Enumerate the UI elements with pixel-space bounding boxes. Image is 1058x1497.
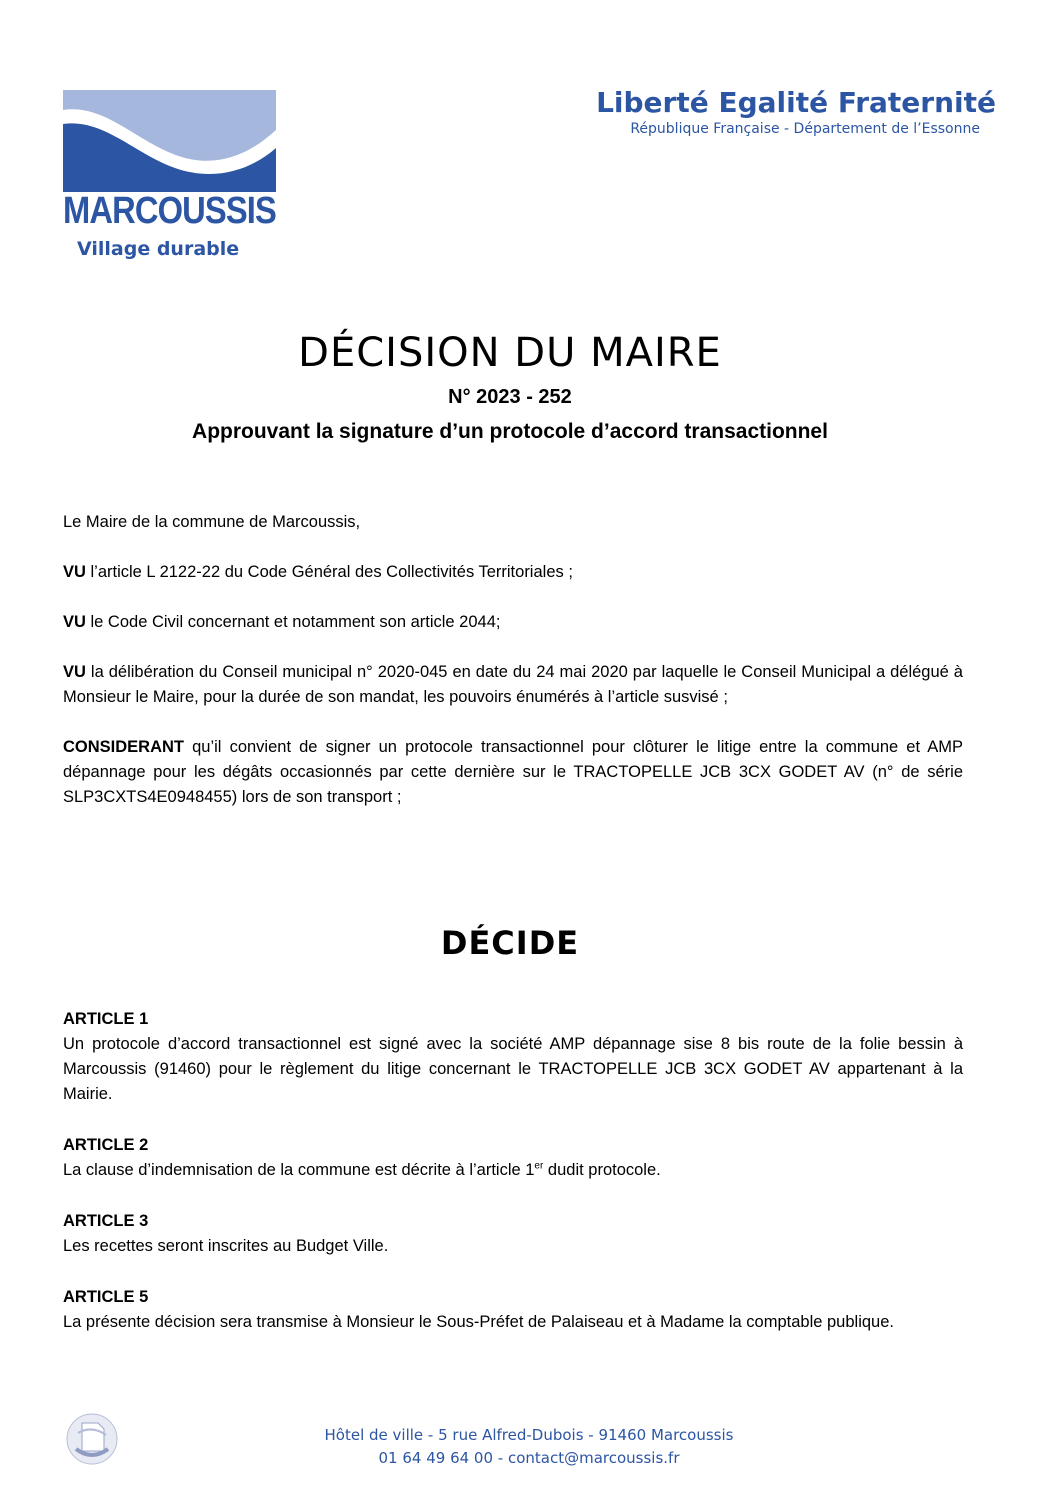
vu-text: l’article L 2122-22 du Code Général des Collectivités Territoriales ; — [85, 563, 573, 581]
considerant-clause — [63, 735, 963, 810]
document-title: DÉCISION DU MAIRE — [298, 330, 722, 376]
motto-main: Liberté Egalité Fraternité — [596, 86, 996, 119]
republic-motto — [596, 86, 996, 137]
articles — [63, 1007, 963, 1361]
article-heading: ARTICLE 2 — [63, 1136, 149, 1154]
vu-label: VU — [63, 613, 86, 631]
article-text: Les recettes seront inscrites au Budget Ville. — [63, 1237, 389, 1255]
article-text: La présente décision sera transmise à Monsieur le Sous-Préfet de Palaiseau et à Madame la comptable publique. — [63, 1313, 894, 1331]
vu-label: VU — [63, 563, 86, 581]
vu-clause-1 — [63, 560, 963, 585]
footer-contact: 01 64 49 64 00 - contact@marcoussis.fr — [378, 1449, 680, 1467]
marcoussis-logo — [63, 90, 278, 265]
article-2 — [63, 1133, 963, 1183]
footer — [0, 1424, 1058, 1470]
motto-subtitle: République Française - Département de l’Essonne — [630, 121, 980, 137]
article-5 — [63, 1285, 963, 1335]
considerant-label: CONSIDERANT — [63, 738, 185, 756]
article-3 — [63, 1209, 963, 1259]
decide-heading: DÉCIDE — [440, 924, 580, 962]
logo-name: MARCOUSSIS — [63, 190, 276, 232]
article-text-part: dudit protocole. — [543, 1161, 661, 1179]
article-heading: ARTICLE 3 — [63, 1212, 149, 1230]
preamble — [63, 510, 963, 835]
vu-text: le Code Civil concernant et notamment son article 2044; — [85, 613, 501, 631]
vu-clause-2 — [63, 610, 963, 635]
vu-text: la délibération du Conseil municipal n° 2020-045 en date du 24 mai 2020 par laquelle le Conseil Municipal a délégué à Monsieur le Maire, pour la durée de son mandat, les pouvoirs énumérés à l’article susvisé ; — [63, 663, 963, 706]
vu-clause-3 — [63, 660, 963, 710]
decision-subject: Approuvant la signature d’un protocole d’accord transactionnel — [192, 420, 828, 443]
article-heading: ARTICLE 5 — [63, 1288, 149, 1306]
decision-number: N° 2023 - 252 — [448, 386, 572, 408]
logo-tagline: Village durable — [77, 238, 240, 260]
wave-logo-icon — [63, 90, 276, 192]
considerant-text: qu’il convient de signer un protocole transactionnel pour clôturer le litige entre la commune et AMP dépannage pour les dégâts occasionnés par cette dernière sur le TRACTOPELLE JCB 3CX GODET AV (n° de série SLP3CXTS4E0948455) lors de son transport ; — [63, 738, 963, 806]
article-text: Un protocole d’accord transactionnel est signé avec la société AMP dépannage sise 8 bis route de la folie bessin à Marcoussis (91460) pour le règlement du litige concernant le TRACTOPELLE JCB 3CX GODET AV appartenant à la Mairie. — [63, 1035, 963, 1103]
ordinal-superscript: er — [534, 1160, 544, 1172]
vu-label: VU — [63, 663, 86, 681]
article-heading: ARTICLE 1 — [63, 1010, 149, 1028]
preamble-intro: Le Maire de la commune de Marcoussis, — [63, 513, 361, 531]
article-1 — [63, 1007, 963, 1107]
footer-address: Hôtel de ville - 5 rue Alfred-Dubois - 91460 Marcoussis — [324, 1426, 734, 1444]
article-text-part: La clause d’indemnisation de la commune est décrite à l’article 1 — [63, 1161, 535, 1179]
article-text — [63, 1158, 963, 1183]
